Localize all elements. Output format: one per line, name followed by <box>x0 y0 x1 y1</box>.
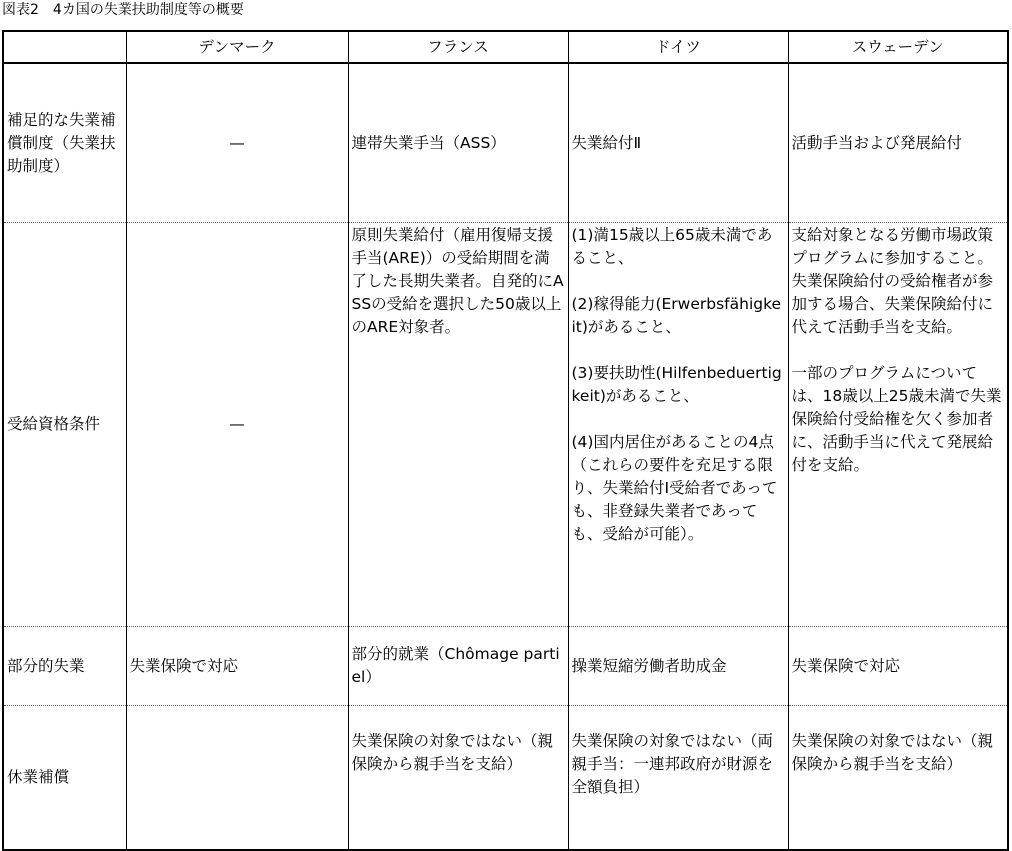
cell-france: 連帯失業手当（ASS） <box>348 63 568 223</box>
cell-germany: 失業保険の対象ではない（両親手当：一連邦政府が財源を全額負担） <box>568 706 788 851</box>
header-germany: ドイツ <box>568 31 788 63</box>
cell-germany: (1)満15歳以上65歳未満であること、 (2)稼得能力(Erwerbsfähigkeit)があること、 (3)要扶助性(Hilfenbeduertigkeit)があること、 (4)国内居住があることの4点（これらの要件を充足する限り、失業給付Ⅰ受給者であっても、非登録失業者であっても、受給が可能）。 <box>568 223 788 627</box>
cell-sweden: 活動手当および発展給付 <box>788 63 1008 223</box>
cell-germany: 操業短縮労働者助成金 <box>568 627 788 706</box>
cell-denmark: 失業保険で対応 <box>126 627 348 706</box>
row-label: 部分的失業 <box>3 627 126 706</box>
figure-title: 図表2 4カ国の失業扶助制度等の概要 <box>2 2 244 18</box>
cell-denmark: — <box>126 223 348 627</box>
header-denmark: デンマーク <box>126 31 348 63</box>
table-row <box>3 627 1008 706</box>
cell-sweden: 失業保険の対象ではない（親保険から親手当を支給） <box>788 706 1008 851</box>
cell-denmark: — <box>126 63 348 223</box>
cell-france: 失業保険の対象ではない（親保険から親手当を支給） <box>348 706 568 851</box>
row-label: 補足的な失業補償制度（失業扶助制度） <box>3 63 126 223</box>
comparison-table <box>2 30 1009 851</box>
cell-denmark <box>126 706 348 851</box>
header-corner <box>3 31 126 63</box>
cell-sweden: 失業保険で対応 <box>788 627 1008 706</box>
cell-sweden: 支給対象となる労働市場政策プログラムに参加すること。失業保険給付の受給権者が参加する場合、失業保険給付に代えて活動手当を支給。 一部のプログラムについては、18歳以上25歳未満で失業保険給付受給権を欠く参加者に、活動手当に代えて発展給付を支給。 <box>788 223 1008 627</box>
cell-france: 原則失業給付（雇用復帰支援手当(ARE)）の受給期間を満了した長期失業者。自発的にASSの受給を選択した50歳以上のARE対象者。 <box>348 223 568 627</box>
table-row <box>3 223 1008 627</box>
header-sweden: スウェーデン <box>788 31 1008 63</box>
header-france: フランス <box>348 31 568 63</box>
table-header-row <box>3 31 1008 63</box>
cell-germany: 失業給付Ⅱ <box>568 63 788 223</box>
row-label: 受給資格条件 <box>3 223 126 627</box>
table-row <box>3 706 1008 851</box>
row-label: 休業補償 <box>3 706 126 851</box>
cell-france: 部分的就業（Chômage partiel） <box>348 627 568 706</box>
table-row <box>3 63 1008 223</box>
